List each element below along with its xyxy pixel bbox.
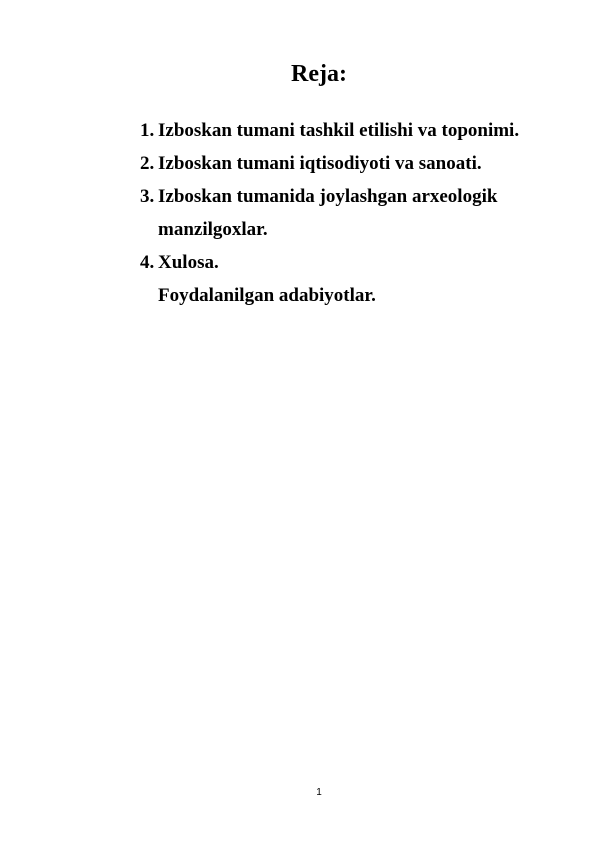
references-item: [140, 279, 580, 312]
plan-item-text: Xulosa.: [158, 252, 219, 273]
plan-item-number: 3.: [140, 186, 155, 207]
plan-item-3: [140, 180, 580, 246]
plan-item-1: [140, 114, 580, 147]
plan-item-text: Izboskan tumani tashkil etilishi va toponimi.: [158, 120, 520, 141]
plan-item-2: [140, 147, 580, 180]
plan-item-number: 1.: [140, 120, 155, 141]
plan-item-text: Izboskan tumani iqtisodiyoti va sanoati.: [158, 153, 482, 174]
plan-item-text: Izboskan tumanida joylashgan arxeologik manzilgoxlar.: [158, 186, 498, 240]
plan-item-number: 4.: [140, 252, 155, 273]
page-title: Reja:: [291, 61, 347, 87]
page-number: 1: [316, 787, 322, 798]
plan-item-number: 2.: [140, 153, 155, 174]
references-text: Foydalanilgan adabiyotlar.: [158, 285, 376, 306]
plan-list: [140, 114, 580, 312]
plan-item-4: [140, 246, 580, 279]
